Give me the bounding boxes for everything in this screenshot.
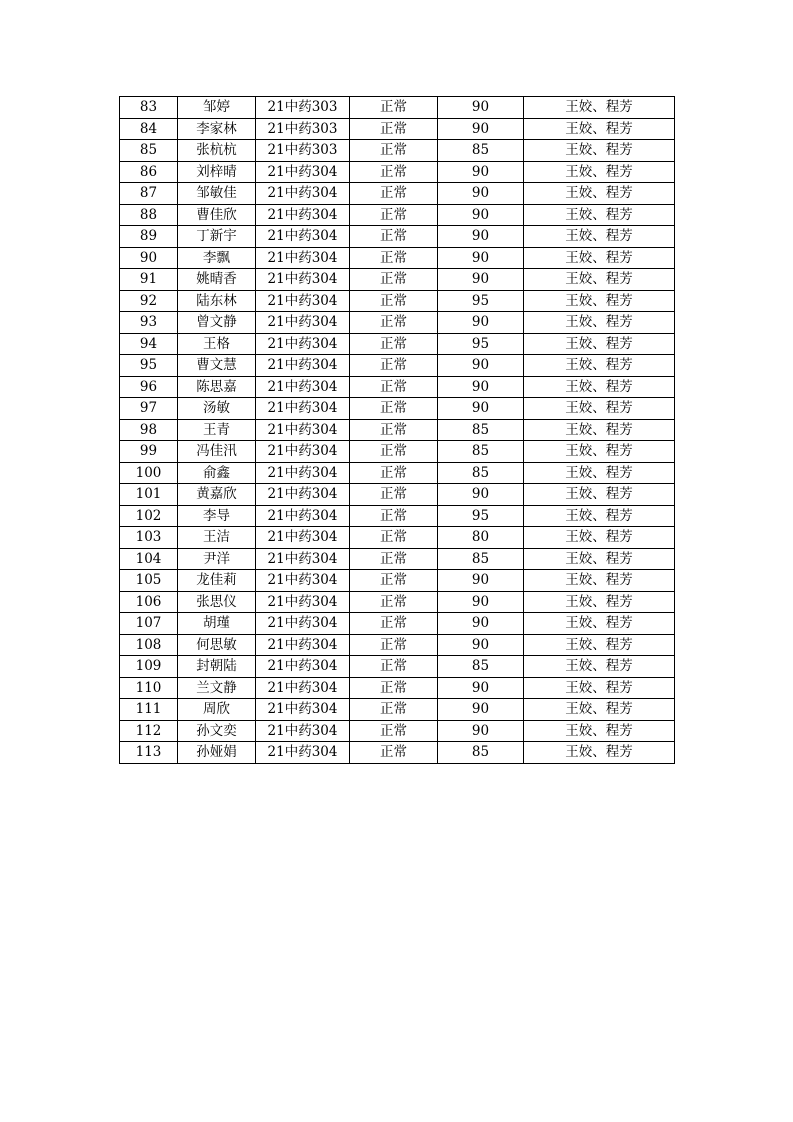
- cell-score: 90: [438, 204, 524, 226]
- cell-number: 86: [120, 161, 178, 183]
- cell-status: 正常: [350, 570, 438, 592]
- cell-name: 曾文静: [178, 312, 256, 334]
- cell-name: 龙佳莉: [178, 570, 256, 592]
- cell-teacher: 王姣、程芳: [524, 269, 675, 291]
- cell-name: 陆东林: [178, 290, 256, 312]
- table-row: [120, 505, 675, 527]
- cell-score: 85: [438, 140, 524, 162]
- cell-name: 李飘: [178, 247, 256, 269]
- cell-teacher: 王姣、程芳: [524, 376, 675, 398]
- cell-score: 85: [438, 742, 524, 764]
- cell-number: 90: [120, 247, 178, 269]
- cell-score: 80: [438, 527, 524, 549]
- cell-teacher: 王姣、程芳: [524, 462, 675, 484]
- cell-name: 丁新宇: [178, 226, 256, 248]
- cell-score: 95: [438, 505, 524, 527]
- cell-teacher: 王姣、程芳: [524, 247, 675, 269]
- cell-class: 21中药304: [256, 269, 350, 291]
- cell-teacher: 王姣、程芳: [524, 118, 675, 140]
- cell-teacher: 王姣、程芳: [524, 484, 675, 506]
- cell-class: 21中药304: [256, 204, 350, 226]
- cell-teacher: 王姣、程芳: [524, 140, 675, 162]
- cell-status: 正常: [350, 591, 438, 613]
- cell-class: 21中药304: [256, 699, 350, 721]
- table-row: [120, 570, 675, 592]
- cell-class: 21中药304: [256, 462, 350, 484]
- table-row: [120, 527, 675, 549]
- cell-status: 正常: [350, 419, 438, 441]
- cell-class: 21中药304: [256, 527, 350, 549]
- table-row: [120, 118, 675, 140]
- cell-number: 101: [120, 484, 178, 506]
- cell-score: 90: [438, 269, 524, 291]
- cell-teacher: 王姣、程芳: [524, 398, 675, 420]
- cell-number: 109: [120, 656, 178, 678]
- cell-name: 姚晴香: [178, 269, 256, 291]
- table-row: [120, 355, 675, 377]
- cell-name: 曹文慧: [178, 355, 256, 377]
- table-row: [120, 441, 675, 463]
- cell-name: 张思仪: [178, 591, 256, 613]
- cell-teacher: 王姣、程芳: [524, 183, 675, 205]
- cell-status: 正常: [350, 312, 438, 334]
- cell-number: 94: [120, 333, 178, 355]
- table-row: [120, 677, 675, 699]
- cell-number: 84: [120, 118, 178, 140]
- cell-teacher: 王姣、程芳: [524, 527, 675, 549]
- cell-name: 邹婷: [178, 97, 256, 119]
- cell-status: 正常: [350, 742, 438, 764]
- cell-teacher: 王姣、程芳: [524, 656, 675, 678]
- table-row: [120, 742, 675, 764]
- cell-number: 88: [120, 204, 178, 226]
- cell-name: 冯佳汛: [178, 441, 256, 463]
- cell-name: 尹洋: [178, 548, 256, 570]
- cell-name: 孙娅娟: [178, 742, 256, 764]
- cell-status: 正常: [350, 677, 438, 699]
- cell-number: 98: [120, 419, 178, 441]
- cell-name: 俞鑫: [178, 462, 256, 484]
- cell-score: 90: [438, 591, 524, 613]
- cell-number: 103: [120, 527, 178, 549]
- cell-name: 封朝陆: [178, 656, 256, 678]
- table-row: [120, 247, 675, 269]
- student-roster-table: [119, 96, 675, 764]
- cell-number: 113: [120, 742, 178, 764]
- roster-body: [120, 97, 675, 764]
- table-row: [120, 140, 675, 162]
- cell-teacher: 王姣、程芳: [524, 548, 675, 570]
- cell-status: 正常: [350, 656, 438, 678]
- cell-score: 90: [438, 484, 524, 506]
- cell-teacher: 王姣、程芳: [524, 355, 675, 377]
- cell-class: 21中药304: [256, 570, 350, 592]
- cell-name: 陈思嘉: [178, 376, 256, 398]
- cell-class: 21中药304: [256, 613, 350, 635]
- cell-name: 兰文静: [178, 677, 256, 699]
- cell-status: 正常: [350, 355, 438, 377]
- cell-status: 正常: [350, 226, 438, 248]
- cell-teacher: 王姣、程芳: [524, 720, 675, 742]
- cell-score: 90: [438, 183, 524, 205]
- cell-name: 曹佳欣: [178, 204, 256, 226]
- cell-status: 正常: [350, 290, 438, 312]
- table-row: [120, 419, 675, 441]
- cell-name: 何思敏: [178, 634, 256, 656]
- cell-score: 95: [438, 333, 524, 355]
- cell-class: 21中药304: [256, 355, 350, 377]
- table-row: [120, 699, 675, 721]
- table-row: [120, 290, 675, 312]
- cell-score: 90: [438, 226, 524, 248]
- cell-number: 99: [120, 441, 178, 463]
- cell-class: 21中药304: [256, 312, 350, 334]
- cell-status: 正常: [350, 247, 438, 269]
- table-row: [120, 269, 675, 291]
- cell-score: 95: [438, 290, 524, 312]
- cell-teacher: 王姣、程芳: [524, 591, 675, 613]
- cell-class: 21中药304: [256, 333, 350, 355]
- cell-teacher: 王姣、程芳: [524, 505, 675, 527]
- cell-status: 正常: [350, 333, 438, 355]
- table-row: [120, 634, 675, 656]
- cell-status: 正常: [350, 376, 438, 398]
- cell-number: 91: [120, 269, 178, 291]
- cell-teacher: 王姣、程芳: [524, 441, 675, 463]
- cell-score: 90: [438, 247, 524, 269]
- cell-teacher: 王姣、程芳: [524, 204, 675, 226]
- cell-score: 90: [438, 677, 524, 699]
- cell-number: 89: [120, 226, 178, 248]
- cell-score: 90: [438, 613, 524, 635]
- cell-score: 90: [438, 720, 524, 742]
- cell-class: 21中药304: [256, 290, 350, 312]
- cell-name: 黄嘉欣: [178, 484, 256, 506]
- cell-teacher: 王姣、程芳: [524, 333, 675, 355]
- cell-number: 107: [120, 613, 178, 635]
- cell-class: 21中药304: [256, 505, 350, 527]
- table-row: [120, 312, 675, 334]
- table-row: [120, 720, 675, 742]
- cell-score: 90: [438, 699, 524, 721]
- cell-class: 21中药303: [256, 97, 350, 119]
- cell-class: 21中药304: [256, 742, 350, 764]
- cell-name: 王格: [178, 333, 256, 355]
- cell-class: 21中药304: [256, 183, 350, 205]
- cell-name: 周欣: [178, 699, 256, 721]
- cell-score: 85: [438, 441, 524, 463]
- cell-teacher: 王姣、程芳: [524, 419, 675, 441]
- cell-number: 108: [120, 634, 178, 656]
- cell-teacher: 王姣、程芳: [524, 290, 675, 312]
- cell-teacher: 王姣、程芳: [524, 699, 675, 721]
- cell-status: 正常: [350, 699, 438, 721]
- cell-class: 21中药304: [256, 419, 350, 441]
- cell-name: 汤敏: [178, 398, 256, 420]
- cell-number: 105: [120, 570, 178, 592]
- cell-number: 95: [120, 355, 178, 377]
- cell-score: 85: [438, 548, 524, 570]
- cell-class: 21中药304: [256, 591, 350, 613]
- table-row: [120, 591, 675, 613]
- cell-teacher: 王姣、程芳: [524, 613, 675, 635]
- cell-name: 邹敏佳: [178, 183, 256, 205]
- cell-score: 90: [438, 570, 524, 592]
- cell-score: 85: [438, 462, 524, 484]
- cell-status: 正常: [350, 269, 438, 291]
- cell-name: 王青: [178, 419, 256, 441]
- cell-status: 正常: [350, 161, 438, 183]
- cell-teacher: 王姣、程芳: [524, 634, 675, 656]
- cell-class: 21中药304: [256, 226, 350, 248]
- cell-class: 21中药304: [256, 656, 350, 678]
- cell-class: 21中药304: [256, 247, 350, 269]
- cell-teacher: 王姣、程芳: [524, 742, 675, 764]
- cell-teacher: 王姣、程芳: [524, 226, 675, 248]
- table-row: [120, 161, 675, 183]
- cell-class: 21中药304: [256, 634, 350, 656]
- cell-class: 21中药304: [256, 161, 350, 183]
- cell-status: 正常: [350, 183, 438, 205]
- cell-score: 90: [438, 97, 524, 119]
- table-row: [120, 462, 675, 484]
- cell-name: 刘梓晴: [178, 161, 256, 183]
- cell-status: 正常: [350, 634, 438, 656]
- table-row: [120, 548, 675, 570]
- cell-class: 21中药303: [256, 118, 350, 140]
- cell-name: 胡瑾: [178, 613, 256, 635]
- cell-name: 孙文奕: [178, 720, 256, 742]
- cell-name: 张杭杭: [178, 140, 256, 162]
- table-row: [120, 333, 675, 355]
- table-row: [120, 183, 675, 205]
- cell-number: 102: [120, 505, 178, 527]
- table-row: [120, 376, 675, 398]
- cell-class: 21中药303: [256, 140, 350, 162]
- cell-number: 106: [120, 591, 178, 613]
- cell-status: 正常: [350, 204, 438, 226]
- cell-score: 90: [438, 118, 524, 140]
- table-row: [120, 484, 675, 506]
- cell-status: 正常: [350, 527, 438, 549]
- cell-class: 21中药304: [256, 677, 350, 699]
- cell-status: 正常: [350, 441, 438, 463]
- cell-score: 90: [438, 398, 524, 420]
- cell-status: 正常: [350, 613, 438, 635]
- table-row: [120, 613, 675, 635]
- cell-score: 90: [438, 376, 524, 398]
- cell-class: 21中药304: [256, 441, 350, 463]
- table-row: [120, 204, 675, 226]
- cell-class: 21中药304: [256, 720, 350, 742]
- cell-teacher: 王姣、程芳: [524, 570, 675, 592]
- cell-teacher: 王姣、程芳: [524, 161, 675, 183]
- table-row: [120, 656, 675, 678]
- cell-class: 21中药304: [256, 376, 350, 398]
- cell-score: 90: [438, 312, 524, 334]
- cell-number: 97: [120, 398, 178, 420]
- cell-number: 83: [120, 97, 178, 119]
- cell-status: 正常: [350, 140, 438, 162]
- cell-class: 21中药304: [256, 484, 350, 506]
- cell-number: 87: [120, 183, 178, 205]
- cell-score: 90: [438, 161, 524, 183]
- table-row: [120, 97, 675, 119]
- cell-score: 90: [438, 355, 524, 377]
- cell-name: 王洁: [178, 527, 256, 549]
- table-row: [120, 226, 675, 248]
- cell-class: 21中药304: [256, 398, 350, 420]
- cell-name: 李家林: [178, 118, 256, 140]
- cell-teacher: 王姣、程芳: [524, 677, 675, 699]
- cell-number: 111: [120, 699, 178, 721]
- cell-status: 正常: [350, 97, 438, 119]
- cell-status: 正常: [350, 548, 438, 570]
- cell-number: 104: [120, 548, 178, 570]
- cell-status: 正常: [350, 484, 438, 506]
- cell-number: 110: [120, 677, 178, 699]
- cell-score: 85: [438, 419, 524, 441]
- cell-number: 96: [120, 376, 178, 398]
- cell-number: 100: [120, 462, 178, 484]
- cell-number: 85: [120, 140, 178, 162]
- cell-status: 正常: [350, 118, 438, 140]
- table-row: [120, 398, 675, 420]
- cell-status: 正常: [350, 505, 438, 527]
- cell-status: 正常: [350, 720, 438, 742]
- cell-class: 21中药304: [256, 548, 350, 570]
- cell-name: 李导: [178, 505, 256, 527]
- cell-number: 93: [120, 312, 178, 334]
- cell-score: 85: [438, 656, 524, 678]
- cell-number: 112: [120, 720, 178, 742]
- cell-number: 92: [120, 290, 178, 312]
- cell-score: 90: [438, 634, 524, 656]
- cell-teacher: 王姣、程芳: [524, 97, 675, 119]
- cell-status: 正常: [350, 398, 438, 420]
- cell-status: 正常: [350, 462, 438, 484]
- cell-teacher: 王姣、程芳: [524, 312, 675, 334]
